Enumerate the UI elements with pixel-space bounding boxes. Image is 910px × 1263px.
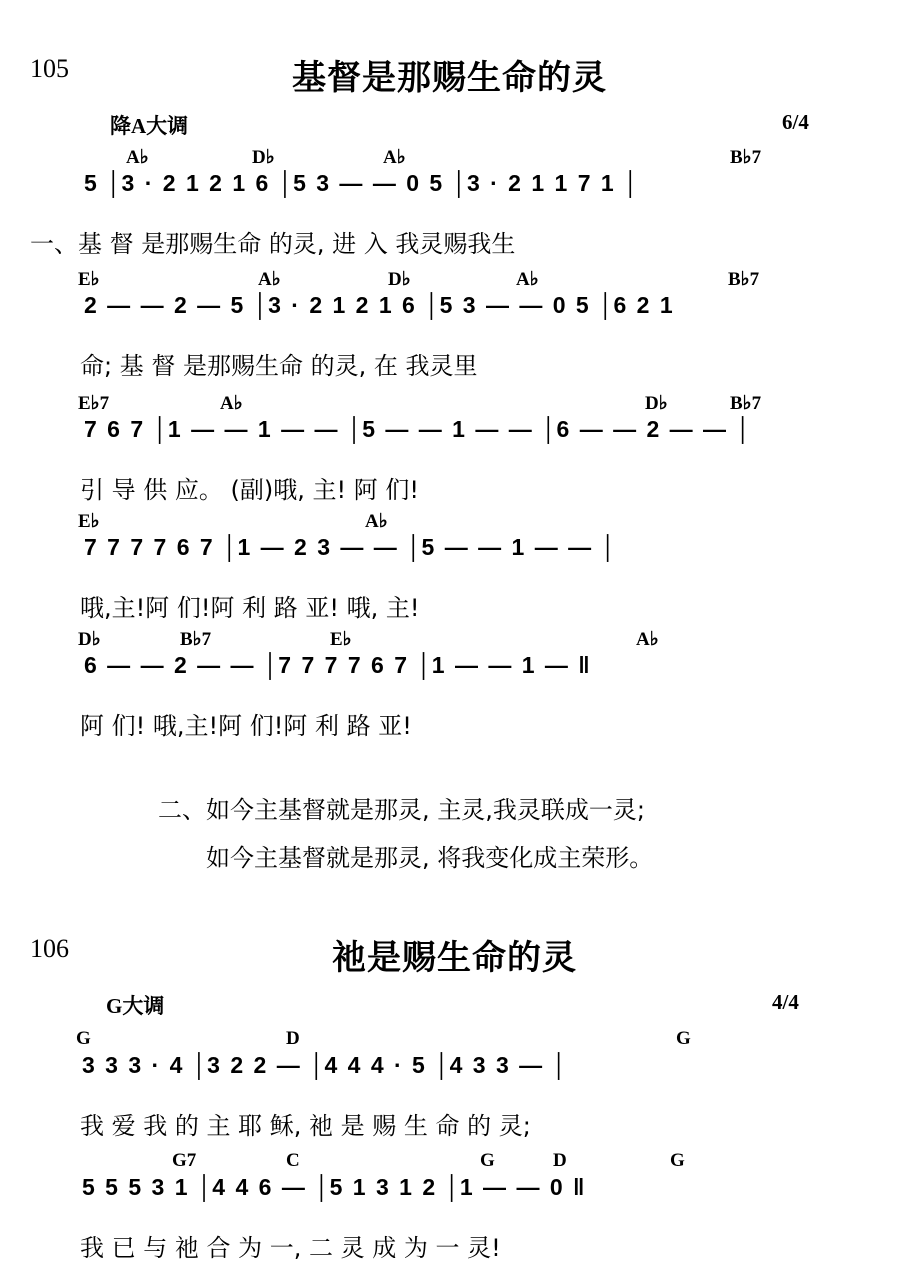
chord-symbol: G [670, 1150, 685, 1171]
hymn-title: 祂是赐生命的灵 [332, 938, 577, 978]
key-signature: 降A大调 [110, 114, 189, 138]
chord-symbol: B♭7 [730, 147, 762, 168]
chord-symbol: G [76, 1028, 91, 1049]
chord-symbol: E♭ [78, 269, 100, 290]
notation-line: 3 3 3 · 4 │3 2 2 — │4 4 4 · 5 │4 3 3 — │ [82, 1052, 567, 1078]
chord-symbol: G7 [172, 1150, 197, 1171]
lyric-line: 一、基 督 是那赐生命 的灵, 进 入 我灵赐我生 [30, 230, 516, 258]
chord-symbol: A♭ [126, 147, 149, 168]
hymn-number: 106 [30, 934, 69, 963]
chord-symbol: A♭ [636, 629, 659, 650]
verse-2-line-1: 二、如今主基督就是那灵, 主灵,我灵联成一灵; [158, 796, 645, 824]
key-signature: G大调 [106, 994, 165, 1018]
chord-symbol: C [286, 1150, 300, 1171]
chord-symbol: E♭ [330, 629, 352, 650]
chord-symbol: D♭ [78, 629, 101, 650]
notation-line: 5 │3 · 2 1 2 1 6 │5 3 — — 0 5 │3 · 2 1 1 7 1 │ [84, 170, 639, 196]
time-signature: 6/4 [782, 110, 809, 134]
chord-symbol: A♭ [365, 511, 388, 532]
notation-line: 6 — — 2 — — │7 7 7 7 6 7 │1 — — 1 — ‖ [84, 652, 590, 678]
notation-line: 7 6 7 │1 — — 1 — — │5 — — 1 — — │6 — — 2 — — │ [84, 416, 751, 442]
chord-symbol: G [676, 1028, 691, 1049]
chord-symbol: B♭7 [728, 269, 760, 290]
chord-symbol: E♭7 [78, 393, 110, 414]
lyric-line: 引 导 供 应。 (副)哦, 主! 阿 们! [80, 476, 419, 504]
notation-line: 5 5 5 3 1 │4 4 6 — │5 1 3 1 2 │1 — — 0 ‖ [82, 1174, 585, 1200]
chord-symbol: D [553, 1150, 567, 1171]
lyric-line: 我 爱 我 的 主 耶 稣, 祂 是 赐 生 命 的 灵; [80, 1112, 531, 1140]
notation-line: 7 7 7 7 6 7 │1 — 2 3 — — │5 — — 1 — — │ [84, 534, 616, 560]
chord-symbol: E♭ [78, 511, 100, 532]
verse-2-line-2: 如今主基督就是那灵, 将我变化成主荣形。 [206, 844, 654, 872]
chord-symbol: A♭ [383, 147, 406, 168]
chord-symbol: D [286, 1028, 300, 1049]
chord-symbol: A♭ [258, 269, 281, 290]
chord-symbol: D♭ [645, 393, 668, 414]
lyric-line: 命; 基 督 是那赐生命 的灵, 在 我灵里 [80, 352, 478, 380]
lyric-line: 我 已 与 祂 合 为 一, 二 灵 成 为 一 灵! [80, 1234, 501, 1262]
hymn-title: 基督是那赐生命的灵 [292, 58, 607, 98]
chord-symbol: D♭ [388, 269, 411, 290]
chord-symbol: G [480, 1150, 495, 1171]
chord-symbol: B♭7 [730, 393, 762, 414]
hymn-number: 105 [30, 54, 69, 83]
chord-symbol: D♭ [252, 147, 275, 168]
chord-symbol: A♭ [220, 393, 243, 414]
lyric-line: 哦,主!阿 们!阿 利 路 亚! 哦, 主! [80, 594, 420, 622]
chord-symbol: B♭7 [180, 629, 212, 650]
chord-symbol: A♭ [516, 269, 539, 290]
time-signature: 4/4 [772, 990, 799, 1014]
notation-line: 2 — — 2 — 5 │3 · 2 1 2 1 6 │5 3 — — 0 5 │6 2 1 [84, 292, 673, 318]
lyric-line: 阿 们! 哦,主!阿 们!阿 利 路 亚! [80, 712, 412, 740]
